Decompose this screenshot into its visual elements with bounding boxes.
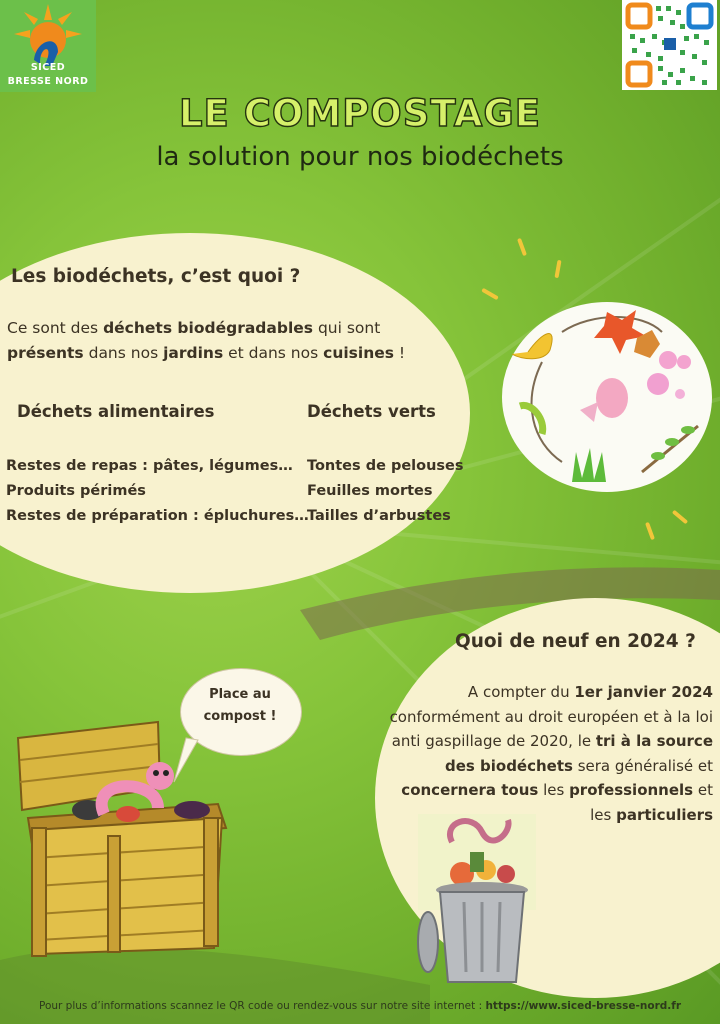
green-waste-item: Tailles d’arbustes bbox=[307, 508, 451, 524]
green-waste-item: Feuilles mortes bbox=[307, 483, 433, 499]
qr-code-icon bbox=[622, 0, 717, 90]
green-waste-item: Tontes de pelouses bbox=[307, 458, 464, 474]
siced-logo bbox=[0, 0, 96, 92]
page-subtitle: la solution pour nos biodéchets bbox=[156, 142, 564, 172]
website-link[interactable]: https://www.siced-bresse-nord.fr bbox=[485, 1000, 682, 1012]
footer-text: Pour plus d’informations scannez le QR code ou rendez-vous sur notre site internet : bbox=[38, 1000, 486, 1012]
trash-can-illustration bbox=[412, 812, 542, 992]
page-title: LE COMPOSTAGE bbox=[178, 92, 542, 135]
footer bbox=[0, 1000, 720, 1012]
food-waste-item: Produits périmés bbox=[6, 483, 146, 499]
green-waste-heading: Déchets verts bbox=[307, 402, 436, 421]
compost-circle-icons bbox=[502, 302, 712, 492]
food-waste-item: Restes de préparation : épluchures… bbox=[6, 508, 309, 524]
sun-icon bbox=[0, 0, 96, 70]
news-heading: Quoi de neuf en 2024 ? bbox=[455, 631, 696, 652]
compost-bin-illustration bbox=[8, 718, 258, 968]
qr-code[interactable] bbox=[622, 0, 717, 90]
logo-line-1: SICED bbox=[30, 62, 66, 73]
logo-line-2: BRESSE NORD bbox=[7, 76, 89, 87]
food-waste-heading: Déchets alimentaires bbox=[17, 402, 215, 421]
biodechets-intro: Ce sont des déchets biodégradables qui sont présents dans nos jardins et dans nos cuisines ! bbox=[7, 319, 406, 362]
biodechets-heading: Les biodéchets, c’est quoi ? bbox=[11, 266, 301, 287]
food-waste-item: Restes de repas : pâtes, légumes… bbox=[6, 458, 293, 474]
news-paragraph: A compter du 1er janvier 2024 conformément au droit européen et à la loi anti gaspillage de 2020, le tri à la source des biodéchets sera généralisé et concernera tous les professionnels et les particuliers bbox=[389, 683, 713, 824]
speech-bubble-text: Place au compost ! bbox=[203, 687, 277, 724]
